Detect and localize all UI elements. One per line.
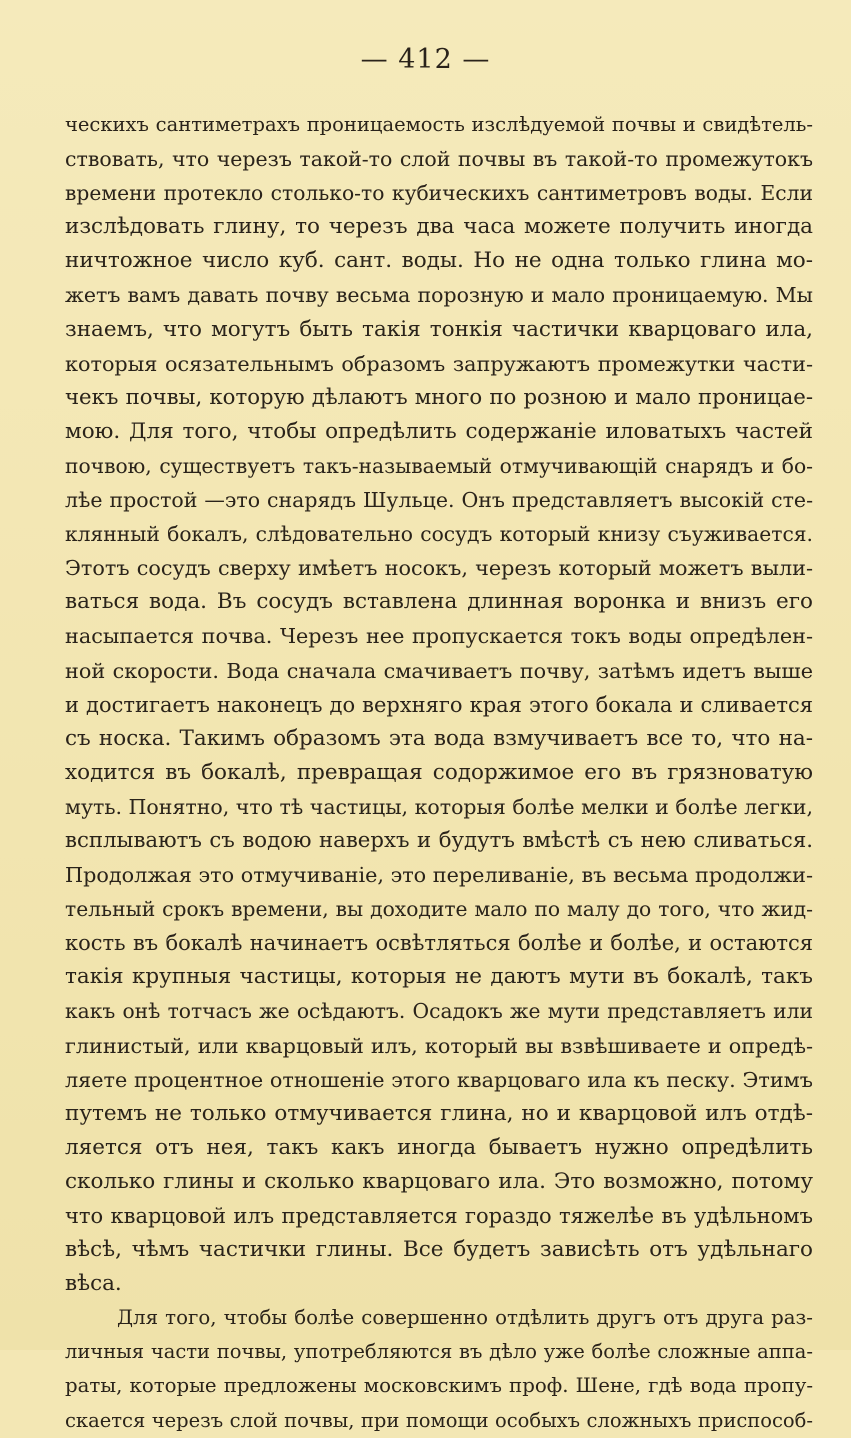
text-line: сколько глины и сколько кварцоваго ила. Это возможно, потому [65,1168,813,1194]
text-line: лѣе простой —это снарядъ Шульце. Онъ представляетъ высокій сте- [65,488,813,513]
text-line: Продолжая это отмучиваніе, это переливаніе, въ весьма продолжи- [65,863,813,888]
text-line: такія крупныя частицы, которыя не даютъ мути въ бокалѣ, такъ [65,964,813,990]
text-line: кость въ бокалѣ начинаетъ освѣтляться болѣе и болѣе, и остаются [65,931,813,956]
text-line: скается черезъ слой почвы, при помощи особыхъ сложныхъ приспособ- [65,1408,813,1432]
text-line: изслѣдовать глину, то черезъ два часа можете получить иногда [65,214,813,240]
text-line: всплываютъ съ водою наверхъ и будутъ вмѣстѣ съ нею сливаться. [65,827,813,853]
text-line: съ носка. Такимъ образомъ эта вода взмучиваетъ все то, что на- [65,725,813,751]
text-line: ваться вода. Въ сосудъ вставлена длинная воронка и внизъ его [65,589,813,615]
text-line: вѣса. [65,1271,122,1297]
text-line: Этотъ сосудъ сверху имѣетъ носокъ, черезъ который можетъ выли- [65,556,813,581]
text-line: муть. Понятно, что тѣ частицы, которыя болѣе мелки и болѣе легки, [65,794,813,819]
text-line: почвою, существуетъ такъ-называемый отмучивающій снарядъ и бо- [65,453,813,478]
text-line: мою. Для того, чтобы опредѣлить содержаніе иловатыхъ частей [65,418,813,444]
text-line: личныя части почвы, употребляются въ дѣло уже болѣе сложные аппа- [65,1340,813,1364]
paragraph-2 [65,1301,813,1437]
text-line: ной скорости. Вода сначала смачиваетъ почву, затѣмъ идетъ выше [65,658,813,683]
text-line: что кварцовой илъ представляется гораздо тяжелѣе въ удѣльномъ [65,1204,813,1228]
text-line: ляется отъ нея, такъ какъ иногда бываетъ нужно опредѣлить [65,1134,813,1160]
text-line: какъ онѣ тотчасъ же осѣдаютъ. Осадокъ же мути представляетъ или [65,999,813,1024]
paragraph-1 [65,108,813,1301]
text-line: жетъ вамъ давать почву весьма порозную и мало проницаемую. Мы [65,283,813,308]
text-line: насыпается почва. Черезъ нее пропускается токъ воды опредѣлен- [65,624,813,649]
text-line: Для того, чтобы болѣе совершенно отдѣлить другъ отъ друга раз- [117,1306,813,1330]
text-line: вѣсѣ, чѣмъ частички глины. Все будетъ зависѣть отъ удѣльнаго [65,1237,813,1263]
text-line: тельный срокъ времени, вы доходите мало по малу до того, что жид- [65,897,813,922]
page-number: — 412 — [360,44,491,75]
text-line: ляете процентное отношеніе этого кварцоваго ила къ песку. Этимъ [65,1067,813,1092]
text-line: времени протекло столько-то кубическихъ сантиметровъ воды. Если [65,181,813,206]
text-line: раты, которые предложены московскимъ проф. Шене, гдѣ вода пропу- [65,1374,813,1398]
text-line: чекъ почвы, которую дѣлаютъ много по розною и мало проницае- [65,384,813,410]
text-line: клянный бокалъ, слѣдовательно сосудъ который книзу съуживается. [65,522,813,547]
text-line: путемъ не только отмучивается глина, но и кварцовой илъ отдѣ- [65,1100,813,1126]
text-line: ствовать, что черезъ такой-то слой почвы въ такой-то промежутокъ [65,147,813,172]
text-line: глинистый, или кварцовый илъ, который вы взвѣшиваете и опредѣ- [65,1033,813,1058]
text-line: ческихъ сантиметрахъ проницаемость изслѣдуемой почвы и свидѣтель- [65,113,813,136]
body-text [65,108,813,1438]
text-line: и достигаетъ наконецъ до верхняго края этого бокала и сливается [65,692,813,717]
text-line: знаемъ, что могутъ быть такія тонкія частички кварцоваго ила, [65,316,813,342]
text-line: которыя осязательнымъ образомъ запружаютъ промежутки части- [65,351,813,376]
text-line: ходится въ бокалѣ, превращая содоржимое его въ грязноватую [65,759,813,785]
text-line: ничтожное число куб. сант. воды. Но не одна только глина мо- [65,248,813,274]
